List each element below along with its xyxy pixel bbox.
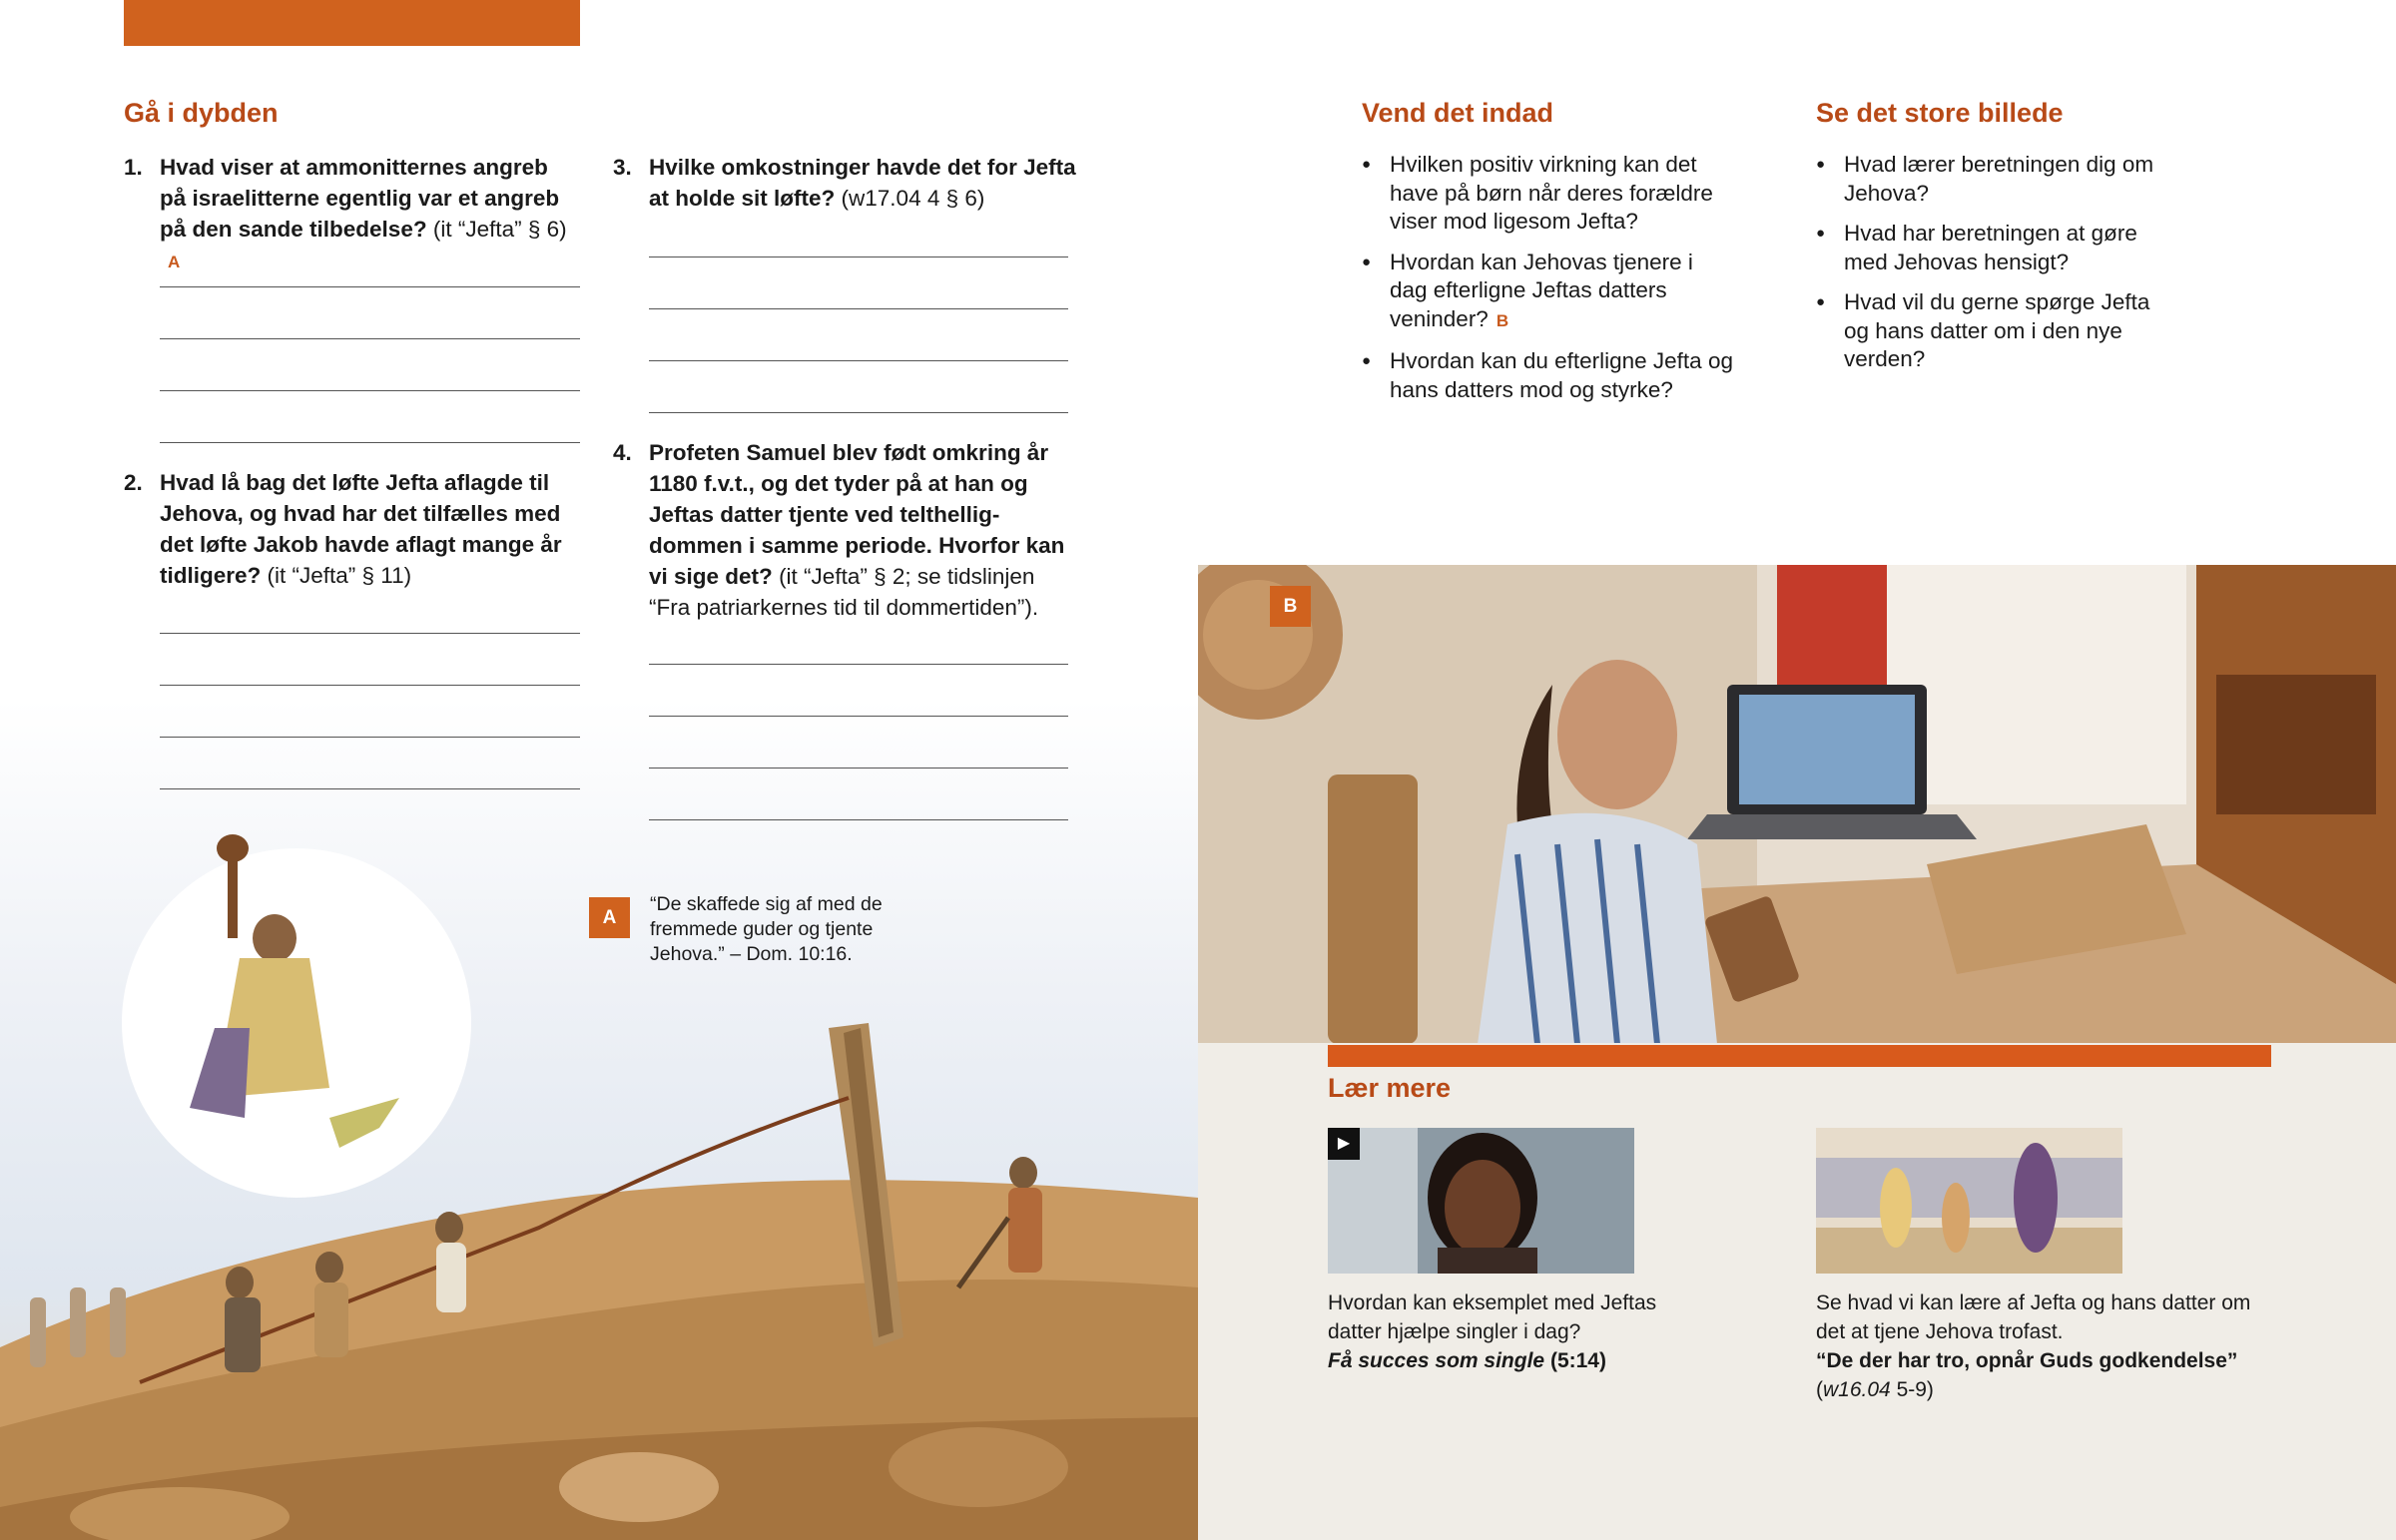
learn-item-2-ref: (w16.04 5-9) [1816, 1378, 1934, 1401]
question-3 [649, 152, 1078, 214]
question-1 [160, 152, 579, 277]
answer-line[interactable] [160, 685, 580, 686]
article-thumbnail-faith[interactable] [1816, 1128, 2122, 1274]
answer-line[interactable] [160, 737, 580, 738]
section-heading-deeper: Gå i dybden [124, 98, 279, 128]
illustration-pulling-down-idol-pole [0, 828, 1198, 1540]
question-4-text: Profeten Samuel blev født omkring år 1180 f.v.t., og det tyder på at han og Jeftas datter tjente ved telthelligdommen i samme periode. Hvorfor kan vi sige det? [649, 440, 1065, 589]
question-4-ref: (it “Jefta” § 2; se tidslinjen “Fra patriarkernes tid til dommertiden”). [649, 564, 1039, 620]
question-3-text: Hvilke omkostninger havde det for Jefta at holde sit løfte? [649, 155, 1076, 211]
answer-line[interactable] [649, 360, 1068, 361]
figure-b-badge: B [1270, 586, 1311, 627]
learn-item-2-link[interactable]: “De der har tro, opnår Guds godkendelse” [1816, 1349, 2238, 1372]
video-thumbnail-single[interactable] [1328, 1128, 1634, 1274]
learn-item-1-text: Hvordan kan eksemplet med Jeftas datter hjælpe singler i dag? [1328, 1291, 1657, 1343]
question-2 [160, 467, 569, 591]
question-2-ref: (it “Jefta” § 11) [267, 563, 412, 588]
answer-line[interactable] [649, 716, 1068, 717]
question-1-text: Hvad viser at ammonitternes angreb på israelitterne egentlig var et angreb på den sande tilbedelse? [160, 155, 560, 242]
answer-line[interactable] [649, 308, 1068, 309]
thumbnail-jephthah-daughter-image [1816, 1128, 2122, 1274]
photo-woman-video-call [1198, 565, 2396, 1044]
question-number-1: 1. [124, 155, 143, 180]
inward-item-3: ● Hvordan kan du efterligne Jefta og hans datters mod og styrke? [1362, 347, 1736, 404]
question-1-tag: A [168, 253, 181, 271]
answer-line[interactable] [649, 412, 1068, 413]
learn-more-accent-bar [1328, 1045, 2271, 1067]
question-number-2: 2. [124, 470, 143, 495]
answer-line[interactable] [649, 768, 1068, 769]
answer-line[interactable] [649, 664, 1068, 665]
inward-item-2: ● Hvordan kan Jehovas tjenere i dag efterligne Jeftas datters veninder? B [1362, 249, 1736, 336]
answer-line[interactable] [160, 390, 580, 391]
question-3-ref: (w17.04 4 § 6) [841, 186, 985, 211]
answer-line[interactable] [160, 633, 580, 634]
answer-line[interactable] [160, 338, 580, 339]
learn-item-1 [1328, 1288, 1657, 1375]
question-4 [649, 437, 1078, 623]
figure-a-badge: A [589, 897, 630, 938]
answer-line[interactable] [160, 788, 580, 789]
inward-item-2-tag: B [1496, 310, 1509, 330]
bigpicture-item-1: ● Hvad lærer beretningen dig om Jehova? [1816, 151, 2155, 208]
answer-line[interactable] [649, 819, 1068, 820]
learn-more-heading: Lær mere [1328, 1073, 1452, 1103]
learn-item-2-text: Se hvad vi kan lære af Jefta og hans datter om det at tjene Jehova trofast. [1816, 1291, 2251, 1343]
question-1-ref: (it “Jefta” § 6) [432, 217, 567, 242]
inward-list [1362, 151, 1736, 416]
learn-item-2 [1816, 1288, 2255, 1404]
section-heading-inward: Vend det indad [1362, 98, 1554, 128]
play-icon[interactable]: ▶ [1328, 1128, 1360, 1160]
learn-item-1-ref: (5:14) [1549, 1349, 1606, 1372]
question-number-4: 4. [613, 440, 632, 465]
answer-line[interactable] [160, 442, 580, 443]
thumbnail-woman-image [1328, 1128, 1634, 1274]
decorative-top-band [124, 0, 580, 46]
section-heading-bigpicture: Se det store billede [1816, 98, 2064, 128]
inward-item-1: ● Hvilken positiv virkning kan det have på børn når deres forældre viser mod ligesom Jefta? [1362, 151, 1736, 237]
bigpicture-item-3: ● Hvad vil du gerne spørge Jefta og hans datter om i den nye verden? [1816, 288, 2155, 374]
figure-a-caption: “De skaffede sig af med de fremmede guder og tjente Jehova.” – Dom. 10:16. [650, 893, 883, 965]
bigpicture-item-2: ● Hvad har beretningen at gøre med Jehovas hensigt? [1816, 220, 2155, 276]
bigpicture-list [1816, 151, 2155, 386]
learn-item-1-link[interactable]: Få succes som single [1328, 1349, 1545, 1372]
answer-line[interactable] [160, 286, 580, 287]
question-2-text: Hvad lå bag det løfte Jefta aflagde til Jehova, og hvad har det tilfælles med det løfte Jakob havde aflagt mange år tidligere? [160, 470, 562, 588]
question-number-3: 3. [613, 155, 632, 180]
